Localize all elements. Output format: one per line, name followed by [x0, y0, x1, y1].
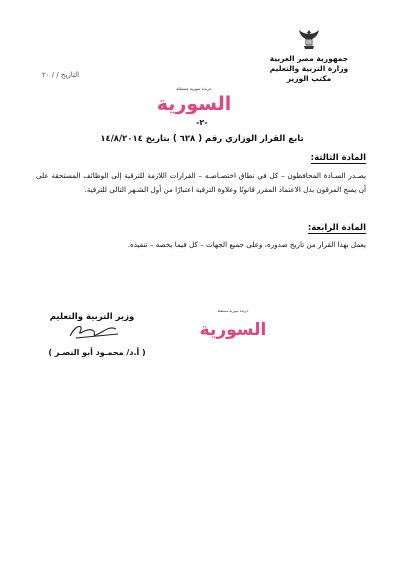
article-heading: المادة الرابعة:: [307, 223, 366, 233]
watermark-tagline: جريدة سورية مستقلة: [176, 86, 212, 91]
article-heading: المادة الثالثة:: [310, 153, 366, 163]
article-text: يصـدر السـادة المحافظون – كل في نطاق اختصـاصـه – القرارات اللازمة للترقية إلى الوظائف المستحقة على أن يمنح المرقون بدل الاعتماد المقرر قانونًا وعلاوة الترقية اعتبارًا من أول الشـهر التالى للترقية.: [36, 171, 366, 194]
handwritten-signature: [66, 320, 126, 342]
office-name: مكتب الوزير: [286, 74, 332, 83]
country-name: جمهورية مصر العربية: [269, 54, 349, 63]
watermark-logo: [152, 84, 236, 114]
decree-title: تابع القرار الوزاري رقم ( ٦٢٨ ) بتاريخ ١٤/٨/٢٠١٤: [100, 134, 304, 144]
svg-text:السورية: السورية: [199, 320, 267, 340]
article-text: يعمل بهذا القرار من تاريخ صدوره، وعلى جميع الجهات – كل فيما يخصه – تنفيذه.: [127, 240, 366, 249]
letterhead: [254, 28, 364, 84]
watermark-stamp: [196, 305, 270, 343]
minister-title: وزير التربية والتعليم: [49, 312, 135, 322]
date-field: التاريخ / / ٢٠: [42, 71, 80, 79]
svg-text:جريدة سورية مستقلة: جريدة سورية مستقلة: [217, 309, 249, 313]
ministry-name: وزارة التربية والتعليم: [269, 64, 349, 73]
watermark-name: السورية: [156, 93, 232, 114]
eagle-emblem-icon: [298, 28, 320, 52]
minister-name: ( أ.د/ محمـود أبو النصـر ): [48, 348, 146, 357]
page-number: -٢-: [196, 118, 208, 127]
